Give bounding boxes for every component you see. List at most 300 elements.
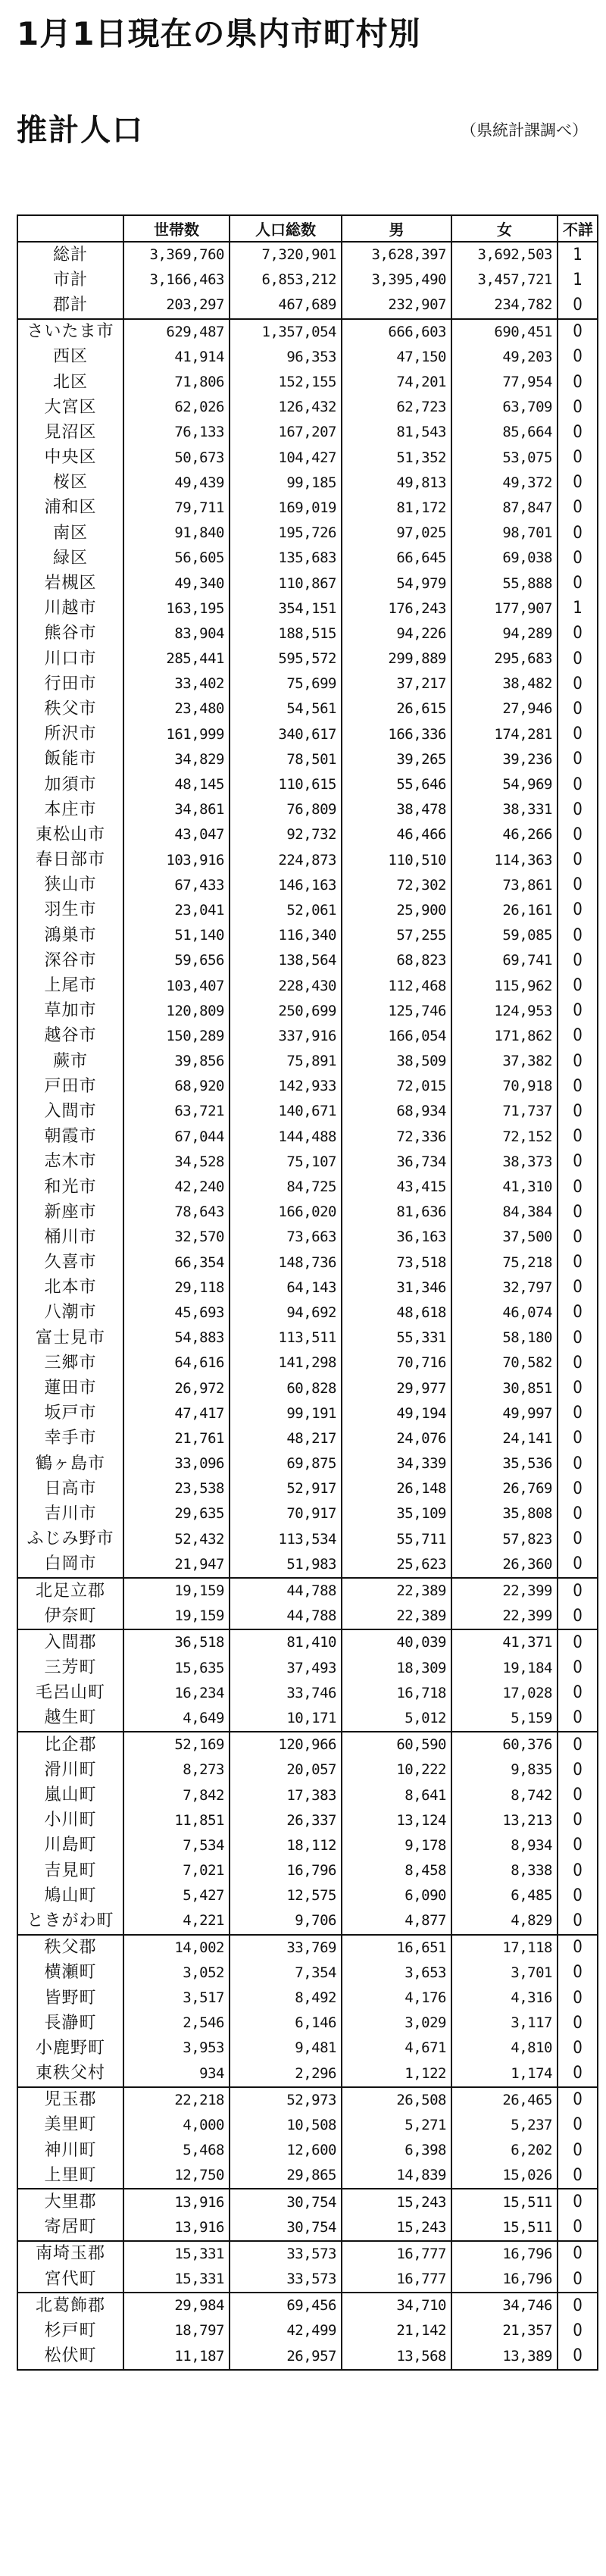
population-cell: 595,572 xyxy=(230,646,342,671)
population-cell: 73,663 xyxy=(230,1225,342,1250)
households-cell: 16,234 xyxy=(123,1681,230,1706)
area-name-cell: 桶川市 xyxy=(17,1225,123,1250)
female-cell: 85,664 xyxy=(451,420,558,445)
households-cell: 4,221 xyxy=(123,1908,230,1934)
households-cell: 62,026 xyxy=(123,395,230,420)
male-cell: 3,395,490 xyxy=(342,268,451,293)
table-row xyxy=(17,2036,598,2061)
population-cell: 6,853,212 xyxy=(230,268,342,293)
male-cell: 666,603 xyxy=(342,319,451,345)
table-row xyxy=(17,1501,598,1526)
female-cell: 26,769 xyxy=(451,1476,558,1501)
population-cell: 12,600 xyxy=(230,2138,342,2163)
area-name-cell: 三芳町 xyxy=(17,1656,123,1681)
population-cell: 188,515 xyxy=(230,621,342,646)
population-cell: 144,488 xyxy=(230,1125,342,1150)
area-name-cell: 鶴ヶ島市 xyxy=(17,1451,123,1476)
households-cell: 7,021 xyxy=(123,1858,230,1883)
population-cell: 64,143 xyxy=(230,1275,342,1301)
male-cell: 13,568 xyxy=(342,2344,451,2370)
unknown-cell: 1 xyxy=(558,242,598,268)
female-cell: 41,371 xyxy=(451,1629,558,1655)
unknown-cell: 0 xyxy=(558,822,598,847)
population-cell: 166,020 xyxy=(230,1200,342,1225)
area-name-cell: 行田市 xyxy=(17,671,123,696)
area-name-cell: 岩槻区 xyxy=(17,571,123,596)
area-name-cell: 美里町 xyxy=(17,2113,123,2138)
male-cell: 16,718 xyxy=(342,1681,451,1706)
male-cell: 39,265 xyxy=(342,747,451,772)
households-cell: 11,187 xyxy=(123,2344,230,2370)
unknown-cell: 0 xyxy=(558,1250,598,1275)
unknown-cell: 0 xyxy=(558,571,598,596)
table-row xyxy=(17,1604,598,1629)
female-cell: 53,075 xyxy=(451,446,558,471)
unknown-cell: 0 xyxy=(558,848,598,873)
female-cell: 5,237 xyxy=(451,2113,558,2138)
male-cell: 9,178 xyxy=(342,1833,451,1858)
female-cell: 69,038 xyxy=(451,546,558,571)
male-cell: 57,255 xyxy=(342,923,451,948)
population-cell: 142,933 xyxy=(230,1074,342,1099)
households-cell: 15,331 xyxy=(123,2241,230,2267)
female-cell: 8,338 xyxy=(451,1858,558,1883)
unknown-cell: 0 xyxy=(558,471,598,496)
unknown-cell: 0 xyxy=(558,1476,598,1501)
population-cell: 1,357,054 xyxy=(230,319,342,345)
unknown-cell: 0 xyxy=(558,1833,598,1858)
households-cell: 21,947 xyxy=(123,1552,230,1578)
unknown-cell: 0 xyxy=(558,2011,598,2036)
households-cell: 13,916 xyxy=(123,2215,230,2241)
households-cell: 13,916 xyxy=(123,2189,230,2214)
households-cell: 629,487 xyxy=(123,319,230,345)
households-cell: 14,002 xyxy=(123,1935,230,1961)
female-cell: 35,536 xyxy=(451,1451,558,1476)
page-subtitle: 推計人口 xyxy=(17,113,144,148)
unknown-cell: 1 xyxy=(558,596,598,621)
population-cell: 7,320,901 xyxy=(230,242,342,268)
table-row xyxy=(17,1024,598,1049)
male-cell: 21,142 xyxy=(342,2318,451,2343)
female-cell: 71,737 xyxy=(451,1099,558,1124)
female-cell: 3,701 xyxy=(451,1961,558,1986)
area-name-cell: 小川町 xyxy=(17,1808,123,1833)
area-name-cell: 戸田市 xyxy=(17,1074,123,1099)
table-row xyxy=(17,2011,598,2036)
male-cell: 25,623 xyxy=(342,1552,451,1578)
population-cell: 94,692 xyxy=(230,1301,342,1326)
table-row xyxy=(17,1935,598,1961)
female-cell: 46,266 xyxy=(451,822,558,847)
unknown-cell: 0 xyxy=(558,1150,598,1175)
table-row xyxy=(17,1578,598,1604)
population-cell: 467,689 xyxy=(230,293,342,318)
table-row xyxy=(17,1225,598,1250)
households-cell: 29,635 xyxy=(123,1501,230,1526)
male-cell: 35,109 xyxy=(342,1501,451,1526)
table-row xyxy=(17,242,598,268)
male-cell: 38,478 xyxy=(342,797,451,822)
table-row xyxy=(17,1401,598,1426)
area-name-cell: 郡計 xyxy=(17,293,123,318)
population-cell: 26,957 xyxy=(230,2344,342,2370)
column-header-female: 女 xyxy=(451,215,558,242)
unknown-cell: 0 xyxy=(558,2138,598,2163)
table-row xyxy=(17,1125,598,1150)
area-name-cell: 神川町 xyxy=(17,2138,123,2163)
male-cell: 38,509 xyxy=(342,1049,451,1074)
table-row xyxy=(17,446,598,471)
population-cell: 52,061 xyxy=(230,898,342,923)
male-cell: 81,172 xyxy=(342,496,451,521)
male-cell: 72,015 xyxy=(342,1074,451,1099)
unknown-cell: 0 xyxy=(558,1326,598,1351)
population-cell: 99,191 xyxy=(230,1401,342,1426)
area-name-cell: 西区 xyxy=(17,345,123,370)
population-cell: 17,383 xyxy=(230,1783,342,1808)
table-row xyxy=(17,1099,598,1124)
area-name-cell: 横瀬町 xyxy=(17,1961,123,1986)
unknown-cell: 0 xyxy=(558,1883,598,1908)
households-cell: 67,433 xyxy=(123,873,230,898)
male-cell: 72,302 xyxy=(342,873,451,898)
population-cell: 337,916 xyxy=(230,1024,342,1049)
table-row xyxy=(17,370,598,395)
area-name-cell: 桜区 xyxy=(17,471,123,496)
area-name-cell: 狭山市 xyxy=(17,873,123,898)
female-cell: 17,118 xyxy=(451,1935,558,1961)
female-cell: 37,382 xyxy=(451,1049,558,1074)
population-cell: 30,754 xyxy=(230,2189,342,2214)
households-cell: 103,916 xyxy=(123,848,230,873)
area-name-cell: 秩父市 xyxy=(17,696,123,721)
area-name-cell: 上里町 xyxy=(17,2163,123,2189)
unknown-cell: 0 xyxy=(558,1049,598,1074)
female-cell: 72,152 xyxy=(451,1125,558,1150)
population-cell: 110,867 xyxy=(230,571,342,596)
households-cell: 15,331 xyxy=(123,2267,230,2293)
area-name-cell: さいたま市 xyxy=(17,319,123,345)
unknown-cell: 0 xyxy=(558,496,598,521)
population-cell: 113,534 xyxy=(230,1527,342,1552)
population-cell: 9,706 xyxy=(230,1908,342,1934)
unknown-cell: 0 xyxy=(558,1858,598,1883)
households-cell: 21,761 xyxy=(123,1426,230,1451)
population-cell: 29,865 xyxy=(230,2163,342,2189)
female-cell: 26,465 xyxy=(451,2087,558,2113)
households-cell: 41,914 xyxy=(123,345,230,370)
population-cell: 96,353 xyxy=(230,345,342,370)
unknown-cell: 0 xyxy=(558,1732,598,1758)
male-cell: 16,651 xyxy=(342,1935,451,1961)
female-cell: 21,357 xyxy=(451,2318,558,2343)
male-cell: 43,415 xyxy=(342,1175,451,1200)
female-cell: 77,954 xyxy=(451,370,558,395)
column-header-unknown: 不詳 xyxy=(558,215,598,242)
population-cell: 30,754 xyxy=(230,2215,342,2241)
area-name-cell: 蕨市 xyxy=(17,1049,123,1074)
households-cell: 3,953 xyxy=(123,2036,230,2061)
table-row xyxy=(17,2189,598,2214)
households-cell: 47,417 xyxy=(123,1401,230,1426)
area-name-cell: 北葛飾郡 xyxy=(17,2293,123,2318)
area-name-cell: 新座市 xyxy=(17,1200,123,1225)
male-cell: 16,777 xyxy=(342,2267,451,2293)
female-cell: 58,180 xyxy=(451,1326,558,1351)
area-name-cell: 幸手市 xyxy=(17,1426,123,1451)
population-cell: 75,699 xyxy=(230,671,342,696)
area-name-cell: 上尾市 xyxy=(17,973,123,998)
population-cell: 2,296 xyxy=(230,2061,342,2087)
population-cell: 48,217 xyxy=(230,1426,342,1451)
female-cell: 38,482 xyxy=(451,671,558,696)
unknown-cell: 0 xyxy=(558,1451,598,1476)
female-cell: 124,953 xyxy=(451,999,558,1024)
female-cell: 32,797 xyxy=(451,1275,558,1301)
population-cell: 169,019 xyxy=(230,496,342,521)
area-name-cell: 南区 xyxy=(17,521,123,546)
population-cell: 250,699 xyxy=(230,999,342,1024)
table-row xyxy=(17,571,598,596)
female-cell: 35,808 xyxy=(451,1501,558,1526)
population-cell: 42,499 xyxy=(230,2318,342,2343)
population-cell: 99,185 xyxy=(230,471,342,496)
households-cell: 103,407 xyxy=(123,973,230,998)
male-cell: 94,226 xyxy=(342,621,451,646)
female-cell: 22,399 xyxy=(451,1578,558,1604)
female-cell: 46,074 xyxy=(451,1301,558,1326)
households-cell: 8,273 xyxy=(123,1758,230,1783)
female-cell: 1,174 xyxy=(451,2061,558,2087)
area-name-cell: 東秩父村 xyxy=(17,2061,123,2087)
female-cell: 3,692,503 xyxy=(451,242,558,268)
population-cell: 51,983 xyxy=(230,1552,342,1578)
table-row xyxy=(17,948,598,973)
table-row xyxy=(17,395,598,420)
households-cell: 34,528 xyxy=(123,1150,230,1175)
table-row xyxy=(17,596,598,621)
households-cell: 12,750 xyxy=(123,2163,230,2189)
unknown-cell: 0 xyxy=(558,1501,598,1526)
population-cell: 92,732 xyxy=(230,822,342,847)
unknown-cell: 0 xyxy=(558,1401,598,1426)
households-cell: 42,240 xyxy=(123,1175,230,1200)
table-row xyxy=(17,1552,598,1578)
households-cell: 59,656 xyxy=(123,948,230,973)
table-row xyxy=(17,2267,598,2293)
female-cell: 4,829 xyxy=(451,1908,558,1934)
female-cell: 174,281 xyxy=(451,722,558,747)
male-cell: 25,900 xyxy=(342,898,451,923)
households-cell: 15,635 xyxy=(123,1656,230,1681)
male-cell: 3,029 xyxy=(342,2011,451,2036)
male-cell: 97,025 xyxy=(342,521,451,546)
area-name-cell: 深谷市 xyxy=(17,948,123,973)
population-cell: 37,493 xyxy=(230,1656,342,1681)
households-cell: 19,159 xyxy=(123,1604,230,1629)
area-name-cell: 緑区 xyxy=(17,546,123,571)
unknown-cell: 0 xyxy=(558,797,598,822)
male-cell: 3,653 xyxy=(342,1961,451,1986)
female-cell: 295,683 xyxy=(451,646,558,671)
male-cell: 68,934 xyxy=(342,1099,451,1124)
population-cell: 7,354 xyxy=(230,1961,342,1986)
female-cell: 6,485 xyxy=(451,1883,558,1908)
male-cell: 14,839 xyxy=(342,2163,451,2189)
table-row xyxy=(17,1376,598,1401)
female-cell: 115,962 xyxy=(451,973,558,998)
households-cell: 3,166,463 xyxy=(123,268,230,293)
households-cell: 5,427 xyxy=(123,1883,230,1908)
area-name-cell: 見沼区 xyxy=(17,420,123,445)
unknown-cell: 0 xyxy=(558,2267,598,2293)
female-cell: 4,316 xyxy=(451,1986,558,2011)
male-cell: 166,336 xyxy=(342,722,451,747)
households-cell: 7,842 xyxy=(123,1783,230,1808)
area-name-cell: 吉川市 xyxy=(17,1501,123,1526)
table-row xyxy=(17,772,598,797)
households-cell: 66,354 xyxy=(123,1250,230,1275)
unknown-cell: 0 xyxy=(558,722,598,747)
population-cell: 69,875 xyxy=(230,1451,342,1476)
area-name-cell: 本庄市 xyxy=(17,797,123,822)
male-cell: 299,889 xyxy=(342,646,451,671)
area-name-cell: 伊奈町 xyxy=(17,1604,123,1629)
table-row xyxy=(17,1049,598,1074)
households-cell: 71,806 xyxy=(123,370,230,395)
population-cell: 104,427 xyxy=(230,446,342,471)
unknown-cell: 0 xyxy=(558,923,598,948)
male-cell: 4,176 xyxy=(342,1986,451,2011)
table-row xyxy=(17,1758,598,1783)
households-cell: 23,041 xyxy=(123,898,230,923)
area-name-cell: 志木市 xyxy=(17,1150,123,1175)
households-cell: 33,402 xyxy=(123,671,230,696)
table-row xyxy=(17,1275,598,1301)
population-cell: 146,163 xyxy=(230,873,342,898)
area-name-cell: 秩父郡 xyxy=(17,1935,123,1961)
population-cell: 75,891 xyxy=(230,1049,342,1074)
female-cell: 27,946 xyxy=(451,696,558,721)
unknown-cell: 0 xyxy=(558,1908,598,1934)
female-cell: 16,796 xyxy=(451,2241,558,2267)
households-cell: 79,711 xyxy=(123,496,230,521)
households-cell: 49,439 xyxy=(123,471,230,496)
table-row xyxy=(17,1833,598,1858)
male-cell: 1,122 xyxy=(342,2061,451,2087)
population-cell: 60,828 xyxy=(230,1376,342,1401)
male-cell: 26,508 xyxy=(342,2087,451,2113)
population-cell: 8,492 xyxy=(230,1986,342,2011)
table-row xyxy=(17,2215,598,2241)
unknown-cell: 0 xyxy=(558,1099,598,1124)
female-cell: 57,823 xyxy=(451,1527,558,1552)
male-cell: 125,746 xyxy=(342,999,451,1024)
male-cell: 232,907 xyxy=(342,293,451,318)
population-cell: 12,575 xyxy=(230,1883,342,1908)
households-cell: 32,570 xyxy=(123,1225,230,1250)
area-name-cell: 南埼玉郡 xyxy=(17,2241,123,2267)
female-cell: 171,862 xyxy=(451,1024,558,1049)
female-cell: 15,511 xyxy=(451,2215,558,2241)
households-cell: 56,605 xyxy=(123,546,230,571)
male-cell: 68,823 xyxy=(342,948,451,973)
table-row xyxy=(17,1527,598,1552)
female-cell: 70,918 xyxy=(451,1074,558,1099)
unknown-cell: 0 xyxy=(558,446,598,471)
female-cell: 114,363 xyxy=(451,848,558,873)
unknown-cell: 0 xyxy=(558,420,598,445)
households-cell: 120,809 xyxy=(123,999,230,1024)
male-cell: 74,201 xyxy=(342,370,451,395)
source-note: （県統計課調べ） xyxy=(461,121,588,139)
male-cell: 110,510 xyxy=(342,848,451,873)
households-cell: 50,673 xyxy=(123,446,230,471)
population-table xyxy=(17,214,598,2371)
male-cell: 47,150 xyxy=(342,345,451,370)
population-cell: 10,508 xyxy=(230,2113,342,2138)
population-cell: 33,769 xyxy=(230,1935,342,1961)
male-cell: 176,243 xyxy=(342,596,451,621)
households-cell: 163,195 xyxy=(123,596,230,621)
male-cell: 49,194 xyxy=(342,1401,451,1426)
male-cell: 73,518 xyxy=(342,1250,451,1275)
area-name-cell: 長瀞町 xyxy=(17,2011,123,2036)
table-row xyxy=(17,1074,598,1099)
female-cell: 55,888 xyxy=(451,571,558,596)
population-cell: 70,917 xyxy=(230,1501,342,1526)
male-cell: 31,346 xyxy=(342,1275,451,1301)
male-cell: 5,271 xyxy=(342,2113,451,2138)
unknown-cell: 0 xyxy=(558,2061,598,2087)
households-cell: 67,044 xyxy=(123,1125,230,1150)
female-cell: 84,384 xyxy=(451,1200,558,1225)
households-cell: 43,047 xyxy=(123,822,230,847)
male-cell: 40,039 xyxy=(342,1629,451,1655)
male-cell: 37,217 xyxy=(342,671,451,696)
population-cell: 18,112 xyxy=(230,1833,342,1858)
table-row xyxy=(17,268,598,293)
female-cell: 54,969 xyxy=(451,772,558,797)
households-cell: 3,052 xyxy=(123,1961,230,1986)
area-name-cell: 皆野町 xyxy=(17,1986,123,2011)
female-cell: 73,861 xyxy=(451,873,558,898)
male-cell: 36,734 xyxy=(342,1150,451,1175)
unknown-cell: 0 xyxy=(558,521,598,546)
female-cell: 16,796 xyxy=(451,2267,558,2293)
area-name-cell: 児玉郡 xyxy=(17,2087,123,2113)
unknown-cell: 0 xyxy=(558,1376,598,1401)
area-name-cell: 毛呂山町 xyxy=(17,1681,123,1706)
area-name-cell: 寄居町 xyxy=(17,2215,123,2241)
area-name-cell: 北本市 xyxy=(17,1275,123,1301)
population-cell: 126,432 xyxy=(230,395,342,420)
table-row xyxy=(17,1883,598,1908)
population-cell: 84,725 xyxy=(230,1175,342,1200)
table-row xyxy=(17,1250,598,1275)
female-cell: 234,782 xyxy=(451,293,558,318)
female-cell: 3,457,721 xyxy=(451,268,558,293)
table-row xyxy=(17,546,598,571)
table-row xyxy=(17,345,598,370)
unknown-cell: 0 xyxy=(558,395,598,420)
female-cell: 26,360 xyxy=(451,1552,558,1578)
unknown-cell: 0 xyxy=(558,2113,598,2138)
area-name-cell: 加須市 xyxy=(17,772,123,797)
area-name-cell: 大里郡 xyxy=(17,2189,123,2214)
table-row xyxy=(17,1681,598,1706)
